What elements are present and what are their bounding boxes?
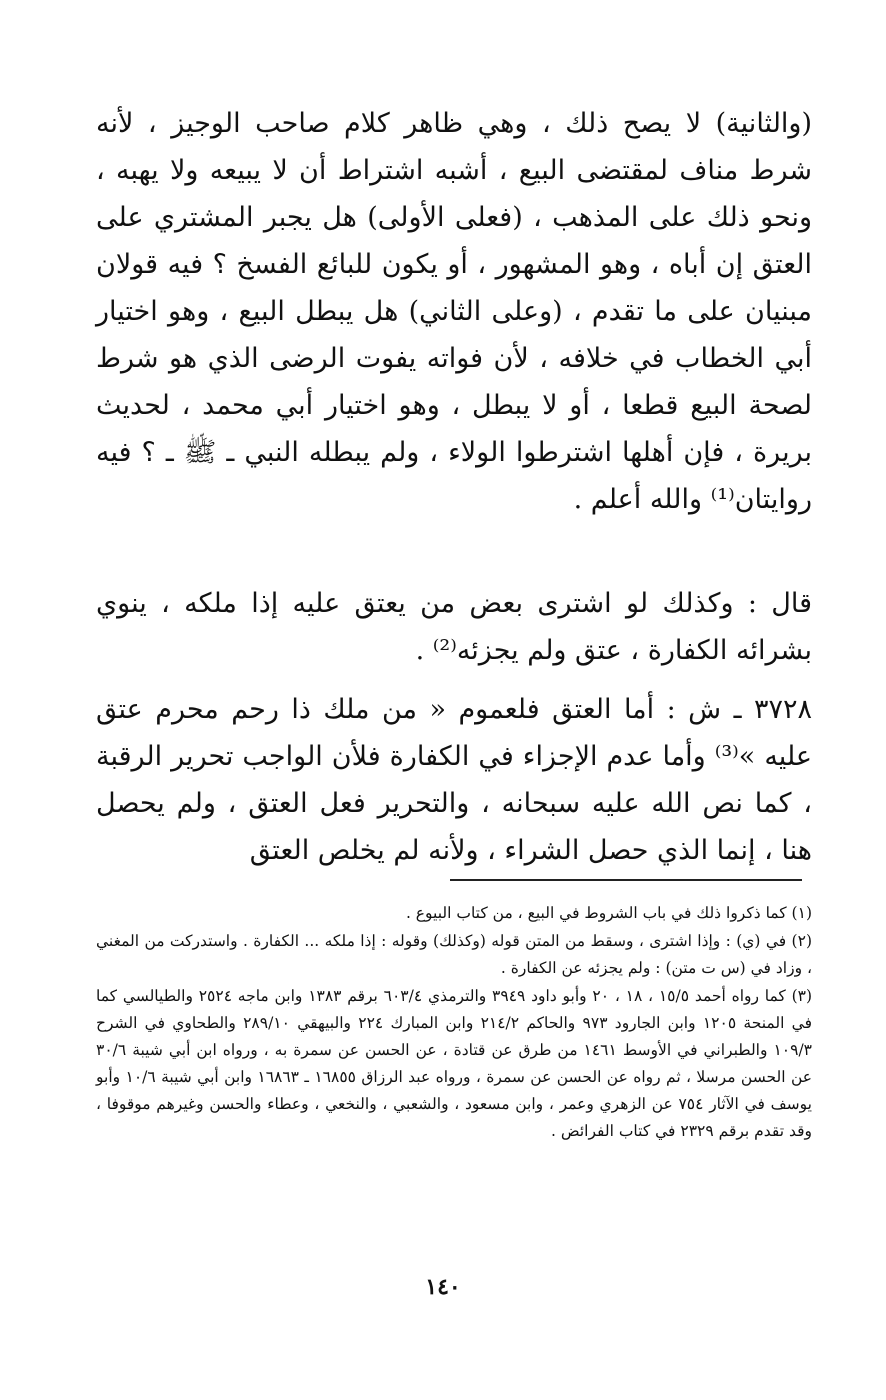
- footnote-2: (٢) في (ي) : وإذا اشترى ، وسقط من المتن قوله (وكذلك) وقوله : إذا ملكه ... الكفارة . واستدركت من المغني ، وزاد في (س ت متن) : ولم يجزئه عن الكفارة .: [96, 932, 812, 977]
- footnote-separator: [450, 879, 802, 881]
- footnote-1: (١) كما ذكروا ذلك في باب الشروط في البيع ، من كتاب البيوع .: [405, 904, 812, 922]
- page-number: ١٤٠: [425, 1274, 461, 1300]
- footnotes-section: [96, 900, 812, 1146]
- main-paragraph-1: (والثانية) لا يصح ذلك ، وهي ظاهر كلام صاحب الوجيز ، لأنه شرط مناف لمقتضى البيع ، أشبه اشتراط أن لا يبيعه ولا يهبه ، ونحو ذلك على المذهب ، (فعلى الأولى) هل يجبر المشتري على العتق إن أباه ، وهو المشهور ، أو يكون للبائع الفسخ ؟ فيه قولان مبنيان على ما تقدم ، (وعلى الثاني) هل يبطل البيع ، وهو اختيار أبي الخطاب في خلافه ، لأن فواته يفوت الرضى الذي هو شرط لصحة البيع قطعا ، أو لا يبطل ، وهو اختيار أبي محمد ، لحديث بريرة ، فإن أهلها اشترطوا الولاء ، ولم يبطله النبي ـ ﷺ ـ ؟ فيه روايتان⁽¹⁾ والله أعلم .: [96, 108, 812, 515]
- main-paragraph-3: ٣٧٢٨ ـ ش : أما العتق فلعموم « من ملك ذا رحم محرم عتق عليه »⁽³⁾ وأما عدم الإجزاء في الكفارة فلأن الواجب تحرير الرقبة ، كما نص الله عليه سبحانه ، والتحرير فعل العتق ، ولم يحصل هنا ، إنما الذي حصل الشراء ، ولأنه لم يخلص العتق: [96, 694, 812, 866]
- footnote-3: (٣) كما رواه أحمد ١٥/٥ ، ١٨ ، ٢٠ وأبو داود ٣٩٤٩ والترمذي ٦٠٣/٤ برقم ١٣٨٣ وابن ماجه ٢٥٢٤ والطيالسي كما في المنحة ١٢٠٥ وابن الجارود ٩٧٣ والحاكم ٢١٤/٢ وابن المبارك ٢٢٤ والبيهقي ٢٨٩/١٠ والطحاوي في الشرح ١٠٩/٣ والطبراني في الأوسط ١٤٦١ من طرق عن قتادة ، عن الحسن عن سمرة به ، ورواه ابن أبي شيبة ٣٠/٦ عن الحسن مرسلا ، ثم رواه عن الحسن عن سمرة ، ورواه عبد الرزاق ١٦٨٥٥ ـ ١٦٨٦٣ وابن أبي شيبة ١٠/٦ وأبو يوسف في الآثار ٧٥٤ عن الزهري وعمر ، وابن مسعود ، والشعبي ، والنخعي ، وعطاء والحسن وغيرهم موقوفا ، وقد تقدم برقم ٢٣٢٩ في كتاب الفرائض .: [96, 987, 813, 1140]
- main-paragraph-2: قال : وكذلك لو اشترى بعض من يعتق عليه إذا ملكه ، ينوي بشرائه الكفارة ، عتق ولم يجزئه⁽²⁾ .: [96, 588, 812, 666]
